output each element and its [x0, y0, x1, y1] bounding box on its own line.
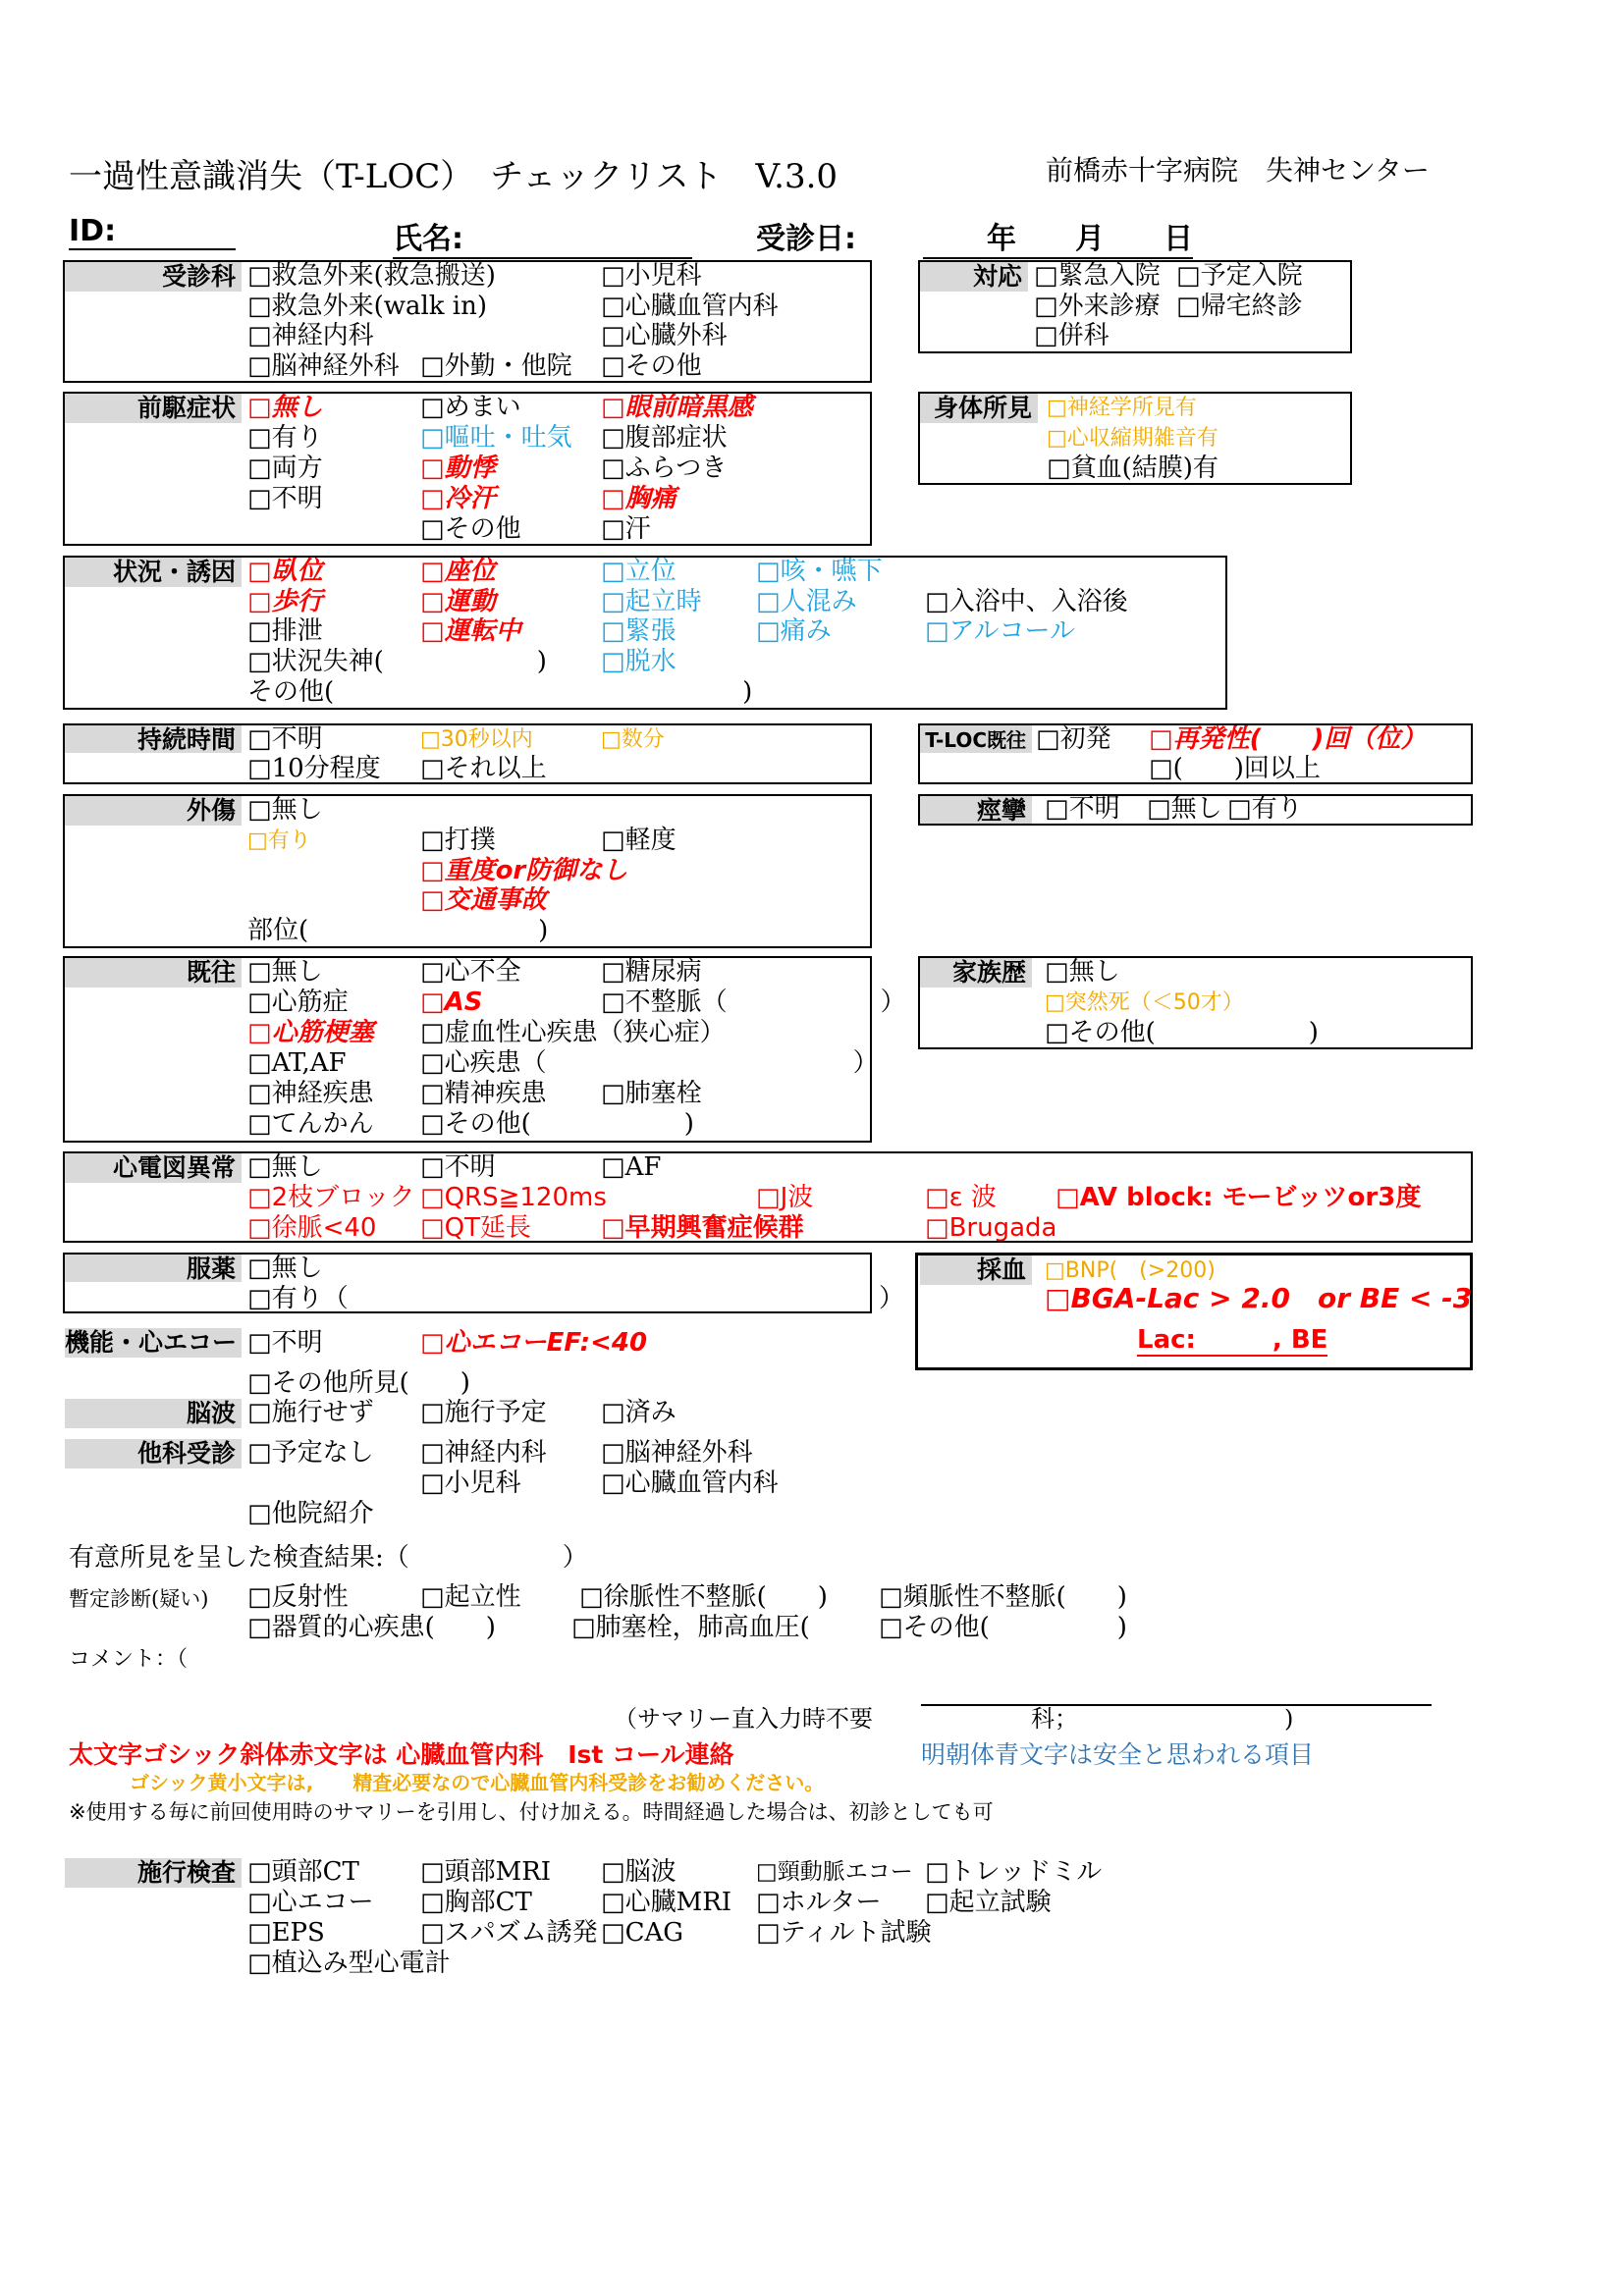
checkbox-item[interactable]: □無し — [247, 957, 323, 987]
checkbox-item[interactable]: □徐脈<40 — [247, 1213, 377, 1243]
checkbox-item[interactable]: □脳神経外科 — [247, 351, 400, 381]
checkbox-item[interactable]: □QRS≧120ms — [420, 1183, 607, 1212]
checkbox-item[interactable]: □心臓外科 — [601, 321, 728, 350]
checkbox-item[interactable]: □BGA-Lac > 2.0 or BE < -3 — [1045, 1282, 1473, 1314]
checkbox-item[interactable]: □座位 — [420, 557, 496, 586]
checkbox-item[interactable]: □神経疾患 — [247, 1079, 374, 1108]
checkbox-item[interactable]: □交通事故 — [420, 885, 547, 915]
checkbox-item[interactable]: □打撲 — [420, 826, 496, 855]
checkbox-item[interactable]: □胸痛 — [601, 484, 677, 513]
checkbox-item[interactable]: □ホルター — [756, 1888, 882, 1917]
summary-dept-field[interactable] — [921, 1704, 1432, 1733]
checkbox-item[interactable]: □脳波 — [601, 1857, 677, 1887]
checkbox-item[interactable]: □不整脈（ ） — [601, 988, 906, 1017]
checkbox-item[interactable]: □腹部症状 — [601, 423, 728, 453]
checkbox-item[interactable]: □精神疾患 — [420, 1079, 547, 1108]
checkbox-item[interactable]: □めまい — [420, 393, 521, 422]
gaishou-label: 外傷 — [65, 796, 242, 826]
checkbox-item[interactable]: □運転中 — [420, 616, 521, 646]
other-field[interactable]: その他( ) — [247, 677, 753, 707]
checkbox-item[interactable]: □胸部CT — [420, 1888, 532, 1917]
checkbox-item[interactable]: □有り — [1227, 794, 1303, 824]
checkbox-item[interactable]: □トレッドミル — [925, 1857, 1103, 1887]
checkbox-item[interactable]: □不明 — [1045, 794, 1120, 824]
legend-red: 太文字ゴシック斜体赤文字は 心臓血管内科 Ist コール連絡 — [69, 1740, 734, 1769]
taka-label: 他科受診 — [65, 1439, 242, 1468]
checkbox-item[interactable]: □AV block: モービッツor3度 — [1056, 1183, 1422, 1212]
kazoku-label: 家族歴 — [920, 958, 1032, 988]
checkbox-item[interactable]: □それ以上 — [420, 754, 547, 783]
checkbox-item[interactable]: □心臓血管内科 — [601, 292, 779, 321]
checkbox-item[interactable]: □心不全 — [420, 957, 521, 987]
checkbox-item[interactable]: □糖尿病 — [601, 957, 702, 987]
checkbox-item[interactable]: □頻脈性不整脈( ) — [879, 1582, 1127, 1612]
checkbox-item[interactable]: □心臓MRI — [601, 1888, 732, 1917]
checkbox-item[interactable]: □虚血性心疾患（狭心症） — [420, 1018, 726, 1047]
checkbox-item[interactable]: □植込み型心電計 — [247, 1949, 451, 1978]
checkbox-item[interactable]: □徐脈性不整脈( ) — [579, 1582, 828, 1612]
nouha-label: 脳波 — [65, 1399, 242, 1428]
checkbox-item[interactable]: □AT,AF — [247, 1048, 347, 1078]
checkbox-item[interactable]: □排泄 — [247, 616, 323, 646]
checkbox-item[interactable]: □入浴中、入浴後 — [925, 587, 1128, 616]
date-label: 受診日: — [756, 222, 856, 256]
checkbox-item[interactable]: □重度or防御なし — [420, 856, 628, 885]
name-label: 氏名: — [393, 214, 692, 259]
checkbox-item[interactable]: □両方 — [247, 454, 323, 483]
checkbox-item[interactable]: □無し — [1045, 957, 1120, 987]
checkbox-item[interactable]: □数分 — [601, 727, 665, 752]
checkbox-item[interactable]: □心疾患（ ） — [420, 1048, 879, 1078]
checkbox-item[interactable]: □脳神経外科 — [601, 1438, 753, 1468]
checkbox-item[interactable]: □再発性( )回（位） — [1149, 724, 1427, 754]
checkbox-item[interactable]: □不明 — [247, 1328, 323, 1358]
checkbox-item[interactable]: □2枝ブロック — [247, 1183, 415, 1212]
checkbox-item[interactable]: □その他( ) — [1045, 1018, 1319, 1047]
checkbox-item[interactable]: □J波 — [756, 1183, 814, 1212]
checkbox-item[interactable]: □立位 — [601, 557, 677, 586]
site-field[interactable]: 部位( ) — [247, 916, 549, 945]
checkbox-item[interactable]: □その他 — [601, 351, 702, 381]
checkbox-item[interactable]: □肺塞栓 — [601, 1079, 702, 1108]
checkbox-item[interactable]: □器質的心疾患( ) — [247, 1613, 496, 1642]
joukyou-label: 状況・誘因 — [65, 558, 242, 587]
checkbox-item[interactable]: □神経内科 — [420, 1438, 547, 1468]
checkbox-item[interactable]: □不明 — [247, 724, 323, 754]
id-label: ID: — [69, 214, 236, 250]
checkbox-item[interactable]: □AF — [601, 1152, 662, 1182]
saiketsu-label: 採血 — [920, 1255, 1032, 1285]
checkbox-item[interactable]: □10分程度 — [247, 754, 381, 783]
checkbox-item[interactable]: □頭部CT — [247, 1857, 359, 1887]
checkbox-item[interactable]: □30秒以内 — [420, 727, 533, 752]
fukuyaku-label: 服薬 — [65, 1255, 242, 1282]
checkbox-item[interactable]: □有り — [247, 423, 323, 453]
checkbox-item[interactable]: □心エコーEF:<40 — [420, 1328, 648, 1358]
checkbox-item[interactable]: □他院紹介 — [247, 1499, 374, 1528]
checkbox-item[interactable]: □無し — [247, 1254, 323, 1283]
checkbox-item[interactable]: □嘔吐・吐気 — [420, 423, 572, 453]
summary-note: （サマリー直入力時不要 — [614, 1705, 873, 1733]
checkbox-item[interactable]: □反射性 — [247, 1582, 349, 1612]
checkbox-item[interactable]: □脱水 — [601, 647, 677, 676]
paren-close: ） — [879, 1284, 905, 1313]
checkbox-item[interactable]: □咳・嚥下 — [756, 557, 883, 586]
checkbox-item[interactable]: □神経学所見有 — [1047, 396, 1197, 420]
tloc-label: T-LOC既往 — [920, 725, 1032, 753]
checkbox-item[interactable]: □帰宅終診 — [1176, 292, 1303, 321]
checkbox-item[interactable]: □起立性 — [420, 1582, 521, 1612]
checkbox-item[interactable]: □予定入院 — [1176, 261, 1303, 291]
checkbox-item[interactable]: □その他( ) — [879, 1613, 1127, 1642]
checkbox-item[interactable]: □EPS — [247, 1918, 325, 1948]
checkbox-item[interactable]: □汗 — [601, 514, 651, 544]
checkbox-item[interactable]: □無し — [247, 1152, 323, 1182]
lac-be-field[interactable]: Lac: , BE — [1137, 1325, 1328, 1355]
checkbox-item[interactable]: □心臓血管内科 — [601, 1468, 779, 1498]
summary-close: ) — [1284, 1705, 1294, 1733]
checkbox-item[interactable]: □無し — [247, 393, 323, 422]
checkbox-item[interactable]: □併科 — [1034, 321, 1110, 350]
checkbox-item[interactable]: □無し — [1147, 794, 1222, 824]
checkbox-item[interactable]: □状況失神( ) — [247, 647, 547, 676]
checkbox-item[interactable]: □有り — [247, 828, 311, 853]
kinou-label: 機能・心エコー — [65, 1328, 242, 1358]
checkbox-item[interactable]: □その他( ) — [420, 1109, 694, 1139]
checkbox-item[interactable]: □無し — [247, 795, 323, 825]
checkbox-item[interactable]: □施行せず — [247, 1398, 374, 1427]
checkbox-item[interactable]: □動悸 — [420, 454, 496, 483]
checkbox-item[interactable]: □予定なし — [247, 1438, 374, 1468]
checkbox-item[interactable]: □ε 波 — [925, 1183, 997, 1212]
kiou-label: 既往 — [65, 958, 242, 988]
checkbox-item[interactable]: □突然死（＜50才） — [1045, 990, 1244, 1015]
checkbox-item[interactable]: □頸動脈エコー — [756, 1859, 913, 1885]
usage-note: ※使用する毎に前回使用時のサマリーを引用し、付け加える。時間経過した場合は、初診としても可 — [69, 1800, 994, 1824]
checkbox-item[interactable]: □人混み — [756, 587, 857, 616]
checkbox-item[interactable]: □ティルト試験 — [756, 1918, 932, 1948]
date-fields: 年 月 日 — [923, 214, 1193, 259]
shintai-label: 身体所見 — [920, 394, 1038, 423]
legend-yellow: ゴシック黄小文字は, 精査必要なので心臓血管内科受診をお勧めください。 — [130, 1771, 825, 1794]
zenku-label: 前駆症状 — [65, 394, 242, 423]
checkbox-item[interactable]: □小児科 — [420, 1468, 521, 1498]
checkbox-item[interactable]: □済み — [601, 1398, 677, 1427]
checkbox-item[interactable]: □運動 — [420, 587, 496, 616]
checkbox-item[interactable]: □心筋症 — [247, 988, 349, 1017]
checkbox-item[interactable]: □神経内科 — [247, 321, 374, 350]
checkbox-item[interactable]: □緊急入院 — [1034, 261, 1161, 291]
checkbox-item[interactable]: □心収縮期雑音有 — [1047, 426, 1218, 451]
jizoku-label: 持続時間 — [65, 725, 242, 753]
checkbox-item[interactable]: □( )回以上 — [1149, 754, 1321, 783]
summary-ka: 科； — [1031, 1705, 1078, 1733]
checkbox-item[interactable]: □心エコー — [247, 1888, 374, 1917]
page-title: 一過性意識消失（T-LOC） チェックリスト V.3.0 — [69, 157, 839, 196]
checkbox-item[interactable]: □軽度 — [601, 826, 677, 855]
checkbox-item[interactable]: □その他 — [420, 514, 521, 544]
checkbox-item[interactable]: □肺塞栓，肺高血圧( — [571, 1613, 810, 1642]
checkbox-item[interactable]: □貧血(結膜)有 — [1047, 454, 1218, 483]
diagnosis-label: 暫定診断(疑い) — [69, 1587, 209, 1611]
checkbox-item[interactable]: □救急外来(walk in) — [247, 292, 488, 321]
comment-field[interactable]: コメント：（ — [69, 1647, 189, 1672]
checkbox-item[interactable]: □外勤・他院 — [420, 351, 572, 381]
checkbox-item[interactable]: □起立時 — [601, 587, 702, 616]
checkbox-item[interactable]: □有り（ — [247, 1284, 349, 1313]
checkbox-item[interactable]: □Brugada — [925, 1213, 1057, 1243]
checkbox-item[interactable]: □痛み — [756, 616, 832, 646]
hospital-name: 前橋赤十字病院 失神センター — [1046, 154, 1430, 187]
checkbox-item[interactable]: □施行予定 — [420, 1398, 547, 1427]
findings-field[interactable]: 有意所見を呈した検査結果:（ ） — [69, 1543, 588, 1573]
checkbox-item[interactable]: □不明 — [420, 1152, 496, 1182]
checkbox-item[interactable]: □心筋梗塞 — [247, 1018, 374, 1047]
checkbox-item[interactable]: □ふらつき — [601, 454, 728, 483]
checkbox-item[interactable]: □小児科 — [601, 261, 702, 291]
checkbox-item[interactable]: □QT延長 — [420, 1213, 531, 1243]
checkbox-item[interactable]: □アルコール — [925, 616, 1076, 646]
checkbox-item[interactable]: □起立試験 — [925, 1888, 1052, 1917]
checkbox-item[interactable]: □初発 — [1036, 724, 1111, 754]
checkbox-item[interactable]: □外来診療 — [1034, 292, 1161, 321]
checkbox-item[interactable]: □早期興奮症候群 — [601, 1213, 804, 1243]
checkbox-item[interactable]: □てんかん — [247, 1109, 374, 1139]
checkbox-item[interactable]: □BNP( (>200) — [1045, 1258, 1216, 1283]
checkbox-item[interactable]: □スパズム誘発 — [420, 1918, 598, 1948]
checkbox-item[interactable]: □CAG — [601, 1918, 684, 1948]
checkbox-item[interactable]: □その他所見( ) — [247, 1368, 470, 1398]
shikou-label: 施行検査 — [65, 1858, 242, 1888]
legend-blue: 明朝体青文字は安全と思われる項目 — [921, 1740, 1315, 1769]
jushinka-label: 受診科 — [65, 262, 242, 292]
ecg-label: 心電図異常 — [65, 1153, 242, 1183]
checkbox-item[interactable]: □緊張 — [601, 616, 677, 646]
checkbox-item[interactable]: □AS — [420, 988, 483, 1017]
checkbox-item[interactable]: □救急外来(救急搬送) — [247, 261, 496, 291]
checkbox-item[interactable]: □臥位 — [247, 557, 323, 586]
keiren-label: 痙攣 — [920, 796, 1032, 824]
checkbox-item[interactable]: □眼前暗黒感 — [601, 393, 753, 422]
checkbox-item[interactable]: □歩行 — [247, 587, 323, 616]
taiou-label: 対応 — [920, 262, 1028, 292]
checkbox-item[interactable]: □頭部MRI — [420, 1857, 552, 1887]
checkbox-item[interactable]: □冷汗 — [420, 484, 496, 513]
checkbox-item[interactable]: □不明 — [247, 484, 323, 513]
